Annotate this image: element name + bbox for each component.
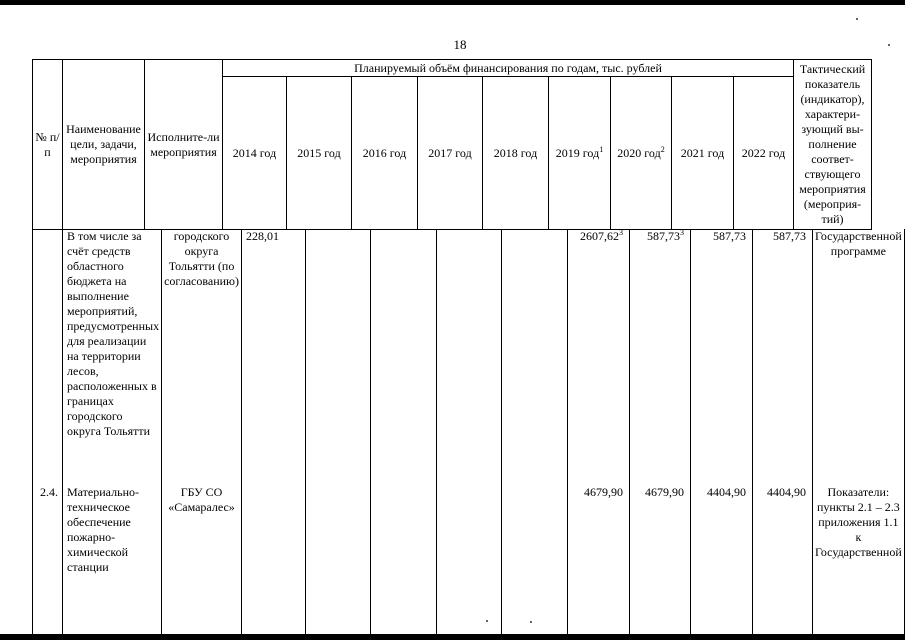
row-executor: ГБУ СО «Самаралес» bbox=[162, 479, 242, 635]
header-year: 2020 год$^2$ bbox=[611, 77, 672, 230]
page-number: 18 bbox=[453, 37, 467, 52]
row-value bbox=[305, 229, 370, 479]
header-year: 2019 год$^1$ bbox=[549, 77, 611, 230]
header-executor: Исполните-ли мероприятия bbox=[145, 60, 223, 230]
top-border-bar bbox=[0, 0, 905, 5]
row-value: 4679,90 bbox=[567, 479, 629, 635]
scan-speck bbox=[530, 621, 532, 623]
row-indicator: Государственной программе bbox=[812, 229, 904, 479]
row-value: 587,73 bbox=[752, 229, 812, 479]
row-value bbox=[501, 229, 567, 479]
header-year: 2017 год bbox=[418, 77, 483, 230]
scan-speck bbox=[856, 18, 858, 20]
row-value: 2607,62$^3$ bbox=[567, 229, 629, 479]
row-value bbox=[241, 479, 305, 635]
row-value: 587,73 bbox=[690, 229, 752, 479]
row-value bbox=[436, 479, 501, 635]
header-year: 2014 год bbox=[223, 77, 287, 230]
financing-table-header bbox=[32, 59, 872, 230]
row-value: 4404,90 bbox=[690, 479, 752, 635]
row-value bbox=[501, 479, 567, 635]
row-name: Материально-техническое обеспечение пожарно-химической станции bbox=[63, 479, 162, 635]
header-name: Наименование цели, задачи, мероприятия bbox=[63, 60, 145, 230]
row-value bbox=[436, 229, 501, 479]
header-year: 2016 год bbox=[352, 77, 418, 230]
row-value: 228,01 bbox=[241, 229, 305, 479]
header-year: 2015 год bbox=[287, 77, 352, 230]
row-value bbox=[370, 479, 436, 635]
header-indicator: Тактический показатель (индикатор), характери-зующий вы-полнение соответ-ствующего мероприятия (мероприя-тий) bbox=[794, 60, 872, 230]
header-num: № п/п bbox=[33, 60, 63, 230]
row-value: 4404,90 bbox=[752, 479, 812, 635]
header-year: 2021 год bbox=[672, 77, 734, 230]
row-value bbox=[305, 479, 370, 635]
header-year: 2018 год bbox=[483, 77, 549, 230]
header-financing: Планируемый объём финансирования по годам, тыс. рублей bbox=[223, 60, 794, 77]
row-value bbox=[370, 229, 436, 479]
row-indicator: Показатели: пункты 2.1 – 2.3 приложения 1.1 к Государственной bbox=[812, 479, 904, 635]
table-row bbox=[33, 229, 905, 479]
scan-speck bbox=[486, 620, 488, 622]
header-year: 2022 год bbox=[734, 77, 794, 230]
row-executor: городского округа Тольятти (по согласованию) bbox=[162, 229, 242, 479]
row-num bbox=[33, 229, 63, 479]
scan-speck bbox=[888, 44, 890, 46]
financing-table-body bbox=[32, 229, 905, 635]
row-name: В том числе за счёт средств областного бюджета на выполнение мероприятий, предусмотренных для реализации на территории лесов, расположенных в границах городского округа Тольятти bbox=[63, 229, 162, 479]
row-value: 4679,90 bbox=[629, 479, 690, 635]
bottom-border-bar bbox=[0, 634, 905, 640]
table-row bbox=[33, 479, 905, 635]
row-value: 587,73$^3$ bbox=[629, 229, 690, 479]
row-num: 2.4. bbox=[33, 479, 63, 635]
